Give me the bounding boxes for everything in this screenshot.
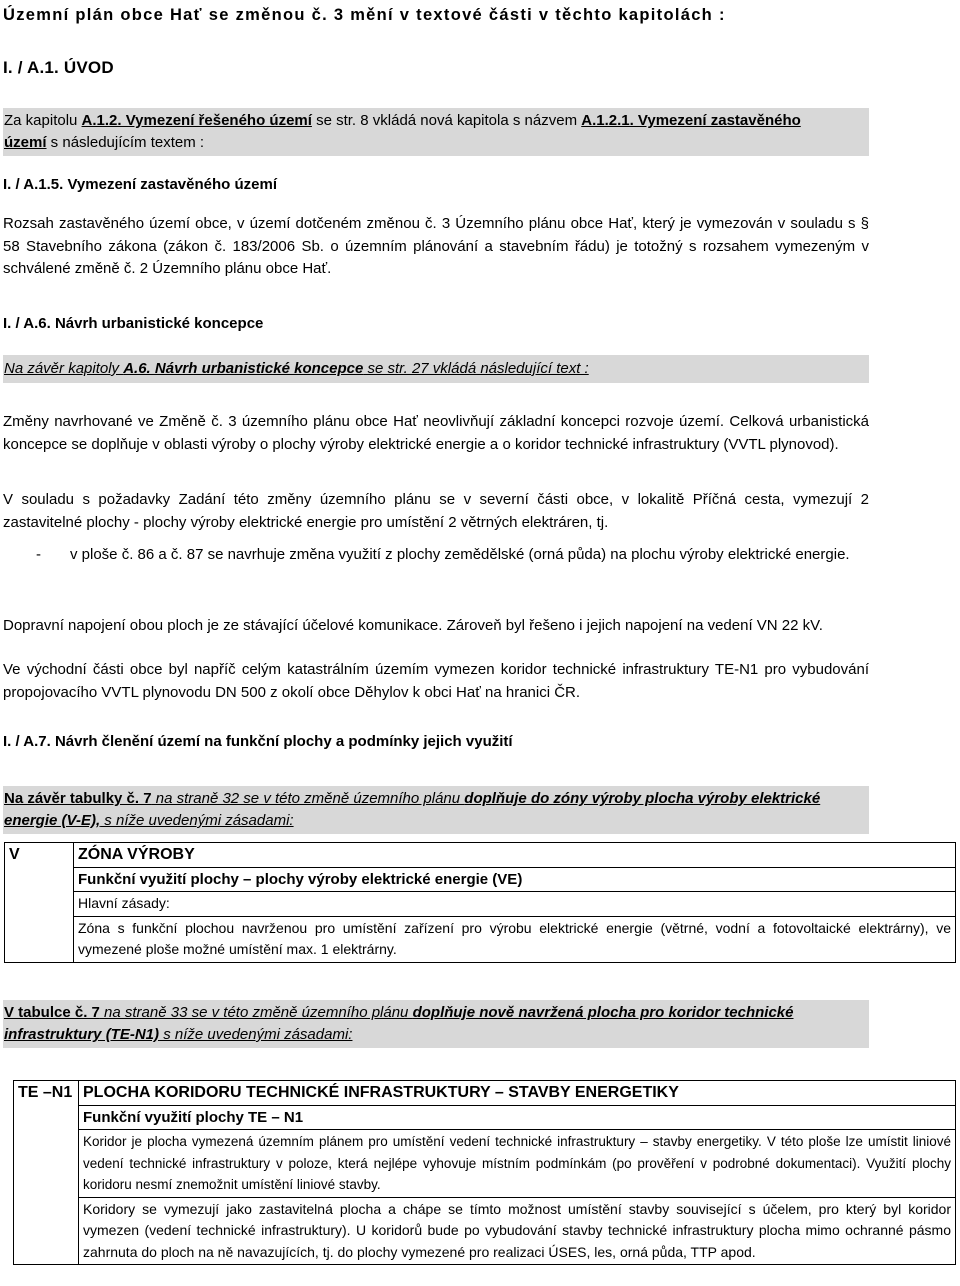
shaded-note-a7-table7: [3, 786, 869, 834]
note-table-ref: Na závěr tabulky č. 7: [4, 790, 152, 807]
note-text: Na závěr kapitoly: [4, 360, 124, 377]
zone-function: Funkční využití plochy – plochy výroby elektrické energie (VE): [74, 867, 956, 892]
list-item: [36, 544, 866, 567]
note-text: s následujícím textem :: [46, 134, 205, 151]
note-chapter-ref: A.6. Návrh urbanistické koncepce: [123, 360, 364, 377]
note-text: s níže uvedenými zásadami:: [100, 812, 294, 829]
section-heading-uvod: I. / A.1. ÚVOD: [3, 58, 114, 77]
zone-principles: Zóna s funkční plochou navrženou pro umístění zařízení pro výrobu elektrické energie (větrné, vodní a fotovoltaické elektrárny), ve vymezené ploše možné umístění max. 1 elektrárny.: [74, 916, 956, 962]
list-bullet: -: [36, 546, 41, 563]
paragraph-a6-1: Změny navrhované ve Změně č. 3 územního plánu obce Hať neovlivňují základní koncepci rozvoje území. Celková urbanistická koncepce se doplňuje v oblasti výroby o plochy výroby elektrické energie a o koridor technické infrastruktury (VVTL plynovod).: [3, 413, 869, 453]
paragraph-a15: Rozsah zastavěného území obce, v území dotčeném změnou č. 3 Územního plánu obce Hať, který je vymezován v souladu s § 58 Stavebního zákona (zákon č. 183/2006 Sb. o územním plánování a stavebním řádu) je totožný s rozsahem vymezeným v schválené změně č. 2 Územního plánu obce Hať.: [3, 215, 869, 277]
paragraph-a6-4: Ve východní části obce byl napříč celým katastrálním územím vymezen koridor technické infrastruktury TE-N1 pro vybudování propojovacího VVTL plynovodu DN 500 z okolí obce Děhylov k obci Hať na hranici ČR.: [3, 661, 869, 701]
zone-description: Koridor je plocha vymezená územním plánem pro umístění vedení technické infrastruktury – stavby energetiky. V této ploše lze umístit liniové vedení technické infrastruktury v poloze, která nejlépe vyhovuje místním podmínkám (po prověření v podrobné dokumentaci). Využití plochy koridoru nesmí znemožnit umístění liniové stavby.: [79, 1130, 956, 1198]
document-title: Územní plán obce Hať se změnou č. 3 mění v textové části v těchto kapitolách :: [3, 6, 726, 24]
zone-table-v: [4, 842, 956, 963]
note-addition: doplňuje do zóny výroby plocha výroby elektrické energie (V-E),: [4, 790, 821, 829]
zone-principles-label: Hlavní zásady:: [74, 892, 956, 917]
note-text: na straně 33 se v této změně územního plánu: [99, 1004, 413, 1021]
note-new-chapter: území: [4, 134, 47, 151]
note-text: s níže uvedenými zásadami:: [159, 1026, 353, 1043]
note-chapter-ref: A.1.2. Vymezení řešeného území: [81, 112, 312, 129]
section-heading-a6: I. / A.6. Návrh urbanistické koncepce: [3, 315, 264, 332]
zone-name: PLOCHA KORIDORU TECHNICKÉ INFRASTRUKTURY – STAVBY ENERGETIKY: [79, 1081, 956, 1106]
note-text: na straně 32 se v této změně územního plánu: [151, 790, 465, 807]
note-text: Za kapitolu: [4, 112, 82, 129]
shaded-note-uvod: [3, 108, 869, 156]
note-addition: doplňuje nově navržená plocha pro koridor technické infrastruktury (TE-N1): [4, 1004, 794, 1043]
note-new-chapter: A.1.2.1. Vymezení zastavěného: [581, 112, 801, 129]
note-table-ref: V tabulce č. 7: [4, 1004, 100, 1021]
list-item-text: v ploše č. 86 a č. 87 se navrhuje změna využití z plochy zemědělské (orná půda) na plochu výroby elektrické energie.: [70, 546, 850, 563]
paragraph-a6-3: Dopravní napojení obou ploch je ze stávající účelové komunikace. Zároveň byl řešeno i jejich napojení na vedení VN 22 kV.: [3, 617, 823, 634]
shaded-note-a6: [3, 355, 869, 383]
zone-function: Funkční využití plochy TE – N1: [79, 1105, 956, 1130]
note-text: se str. 8 vkládá nová kapitola s názvem: [311, 112, 582, 129]
zone-code: TE –N1: [14, 1081, 79, 1265]
shaded-note-a7-table7-te: [3, 1000, 869, 1048]
zone-table-te-n1: [13, 1080, 956, 1265]
section-heading-a7: I. / A.7. Návrh členění území na funkční plochy a podmínky jejich využití: [3, 733, 513, 750]
zone-name: ZÓNA VÝROBY: [74, 843, 956, 868]
section-heading-a15: I. / A.1.5. Vymezení zastavěného území: [3, 176, 277, 193]
note-text: se str. 27 vkládá následující text :: [363, 360, 589, 377]
paragraph-a6-2: V souladu s požadavky Zadání této změny územního plánu se v severní části obce, v lokalitě Příčná cesta, vymezují 2 zastavitelné plochy - plochy výroby elektrické energie pro umístění 2 větrných elektráren, tj.: [3, 491, 869, 531]
zone-description: Koridory se vymezují jako zastavitelná plocha a chápe se tímto možnost umístění stavby související s účelem, pro který byl koridor vymezen (vedení technické infrastruktury). U koridorů bude po vybudování stavby technické infrastruktury plocha mimo ochranné pásmo zahrnuta do ploch na ně navazujících, tj. do plochy vymezené pro realizaci ÚSES, les, orná půda, TTP apod.: [79, 1197, 956, 1265]
zone-code: V: [5, 843, 74, 963]
